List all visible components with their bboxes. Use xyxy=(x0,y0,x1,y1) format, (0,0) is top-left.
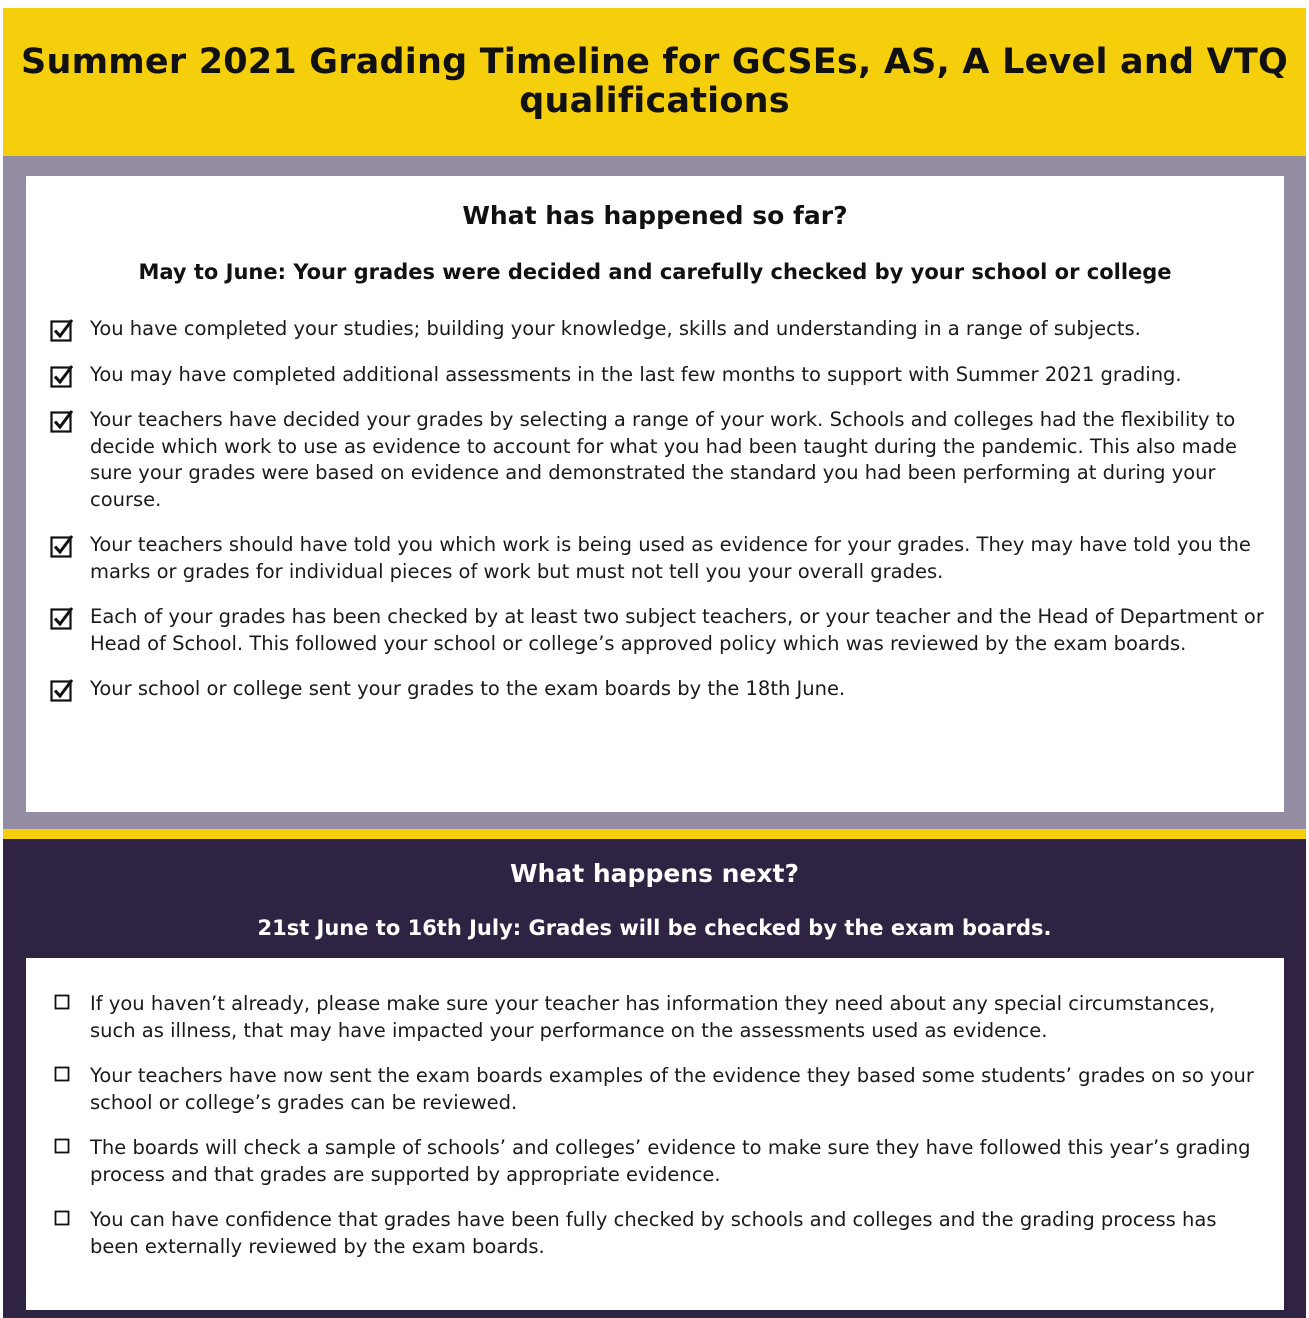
list-item-text: You have completed your studies; building your knowledge, skills and understanding in a range of subjects. xyxy=(90,317,1141,340)
next-list xyxy=(50,991,1265,1260)
list-item xyxy=(50,604,1265,657)
empty-checkbox-icon xyxy=(50,1137,74,1161)
empty-checkbox-icon xyxy=(50,993,74,1017)
header-banner xyxy=(3,8,1306,156)
checked-checkbox-icon xyxy=(50,318,74,342)
checked-checkbox-icon xyxy=(50,678,74,702)
checked-checkbox-icon xyxy=(50,364,74,388)
list-item xyxy=(50,316,1265,343)
list-item xyxy=(50,991,1265,1044)
list-item xyxy=(50,532,1265,585)
list-item xyxy=(50,407,1265,513)
list-item-text: The boards will check a sample of schools’ and colleges’ evidence to make sure they have followed this year’s grading process and that grades are supported by appropriate evidence. xyxy=(90,1136,1251,1186)
so-far-subheading: May to June: Your grades were decided and carefully checked by your school or college xyxy=(138,260,1172,284)
checked-checkbox-icon xyxy=(50,534,74,558)
page-title: Summer 2021 Grading Timeline for GCSEs, AS, A Level and VTQ qualifications xyxy=(21,42,1288,121)
list-item xyxy=(50,1135,1265,1188)
list-item-text: Your teachers have decided your grades by selecting a range of your work. Schools and colleges had the flexibility to decide which work to use as evidence to account for what you had been taught during the pandemic. This also made sure your grades were based on evidence and demonstrated the standard you had been performing at during your course. xyxy=(90,408,1237,511)
list-item-text: Your teachers have now sent the exam boards examples of the evidence they based some students’ grades on so your school or college’s grades can be reviewed. xyxy=(90,1064,1254,1114)
list-item xyxy=(50,676,1265,703)
so-far-heading: What has happened so far? xyxy=(462,201,848,230)
list-item-text: You may have completed additional assessments in the last few months to support with Summer 2021 grading. xyxy=(90,362,1182,386)
so-far-list xyxy=(50,316,1265,703)
next-subheading: 21st June to 16th July: Grades will be checked by the exam boards. xyxy=(257,916,1052,940)
list-item xyxy=(50,1063,1265,1116)
empty-checkbox-icon xyxy=(50,1065,74,1089)
checked-checkbox-icon xyxy=(50,606,74,630)
next-card xyxy=(26,958,1284,1310)
yellow-divider xyxy=(3,829,1306,839)
list-item xyxy=(50,1207,1265,1260)
list-item-text: Each of your grades has been checked by at least two subject teachers, or your teacher and the Head of Department or Head of School. This followed your school or college’s approved policy which was reviewed by the exam boards. xyxy=(90,605,1264,655)
checked-checkbox-icon xyxy=(50,409,74,433)
list-item-text: If you haven’t already, please make sure your teacher has information they need about any special circumstances, such as illness, that may have impacted your performance on the assessments used as evidence. xyxy=(90,992,1216,1042)
list-item-text: Your teachers should have told you which work is being used as evidence for your grades. They may have told you the marks or grades for individual pieces of work but must not tell you your overall grades. xyxy=(90,533,1251,583)
next-heading: What happens next? xyxy=(509,859,800,888)
list-item-text: Your school or college sent your grades to the exam boards by the 18th June. xyxy=(90,677,846,700)
next-section xyxy=(3,839,1306,1318)
list-item-text: You can have confidence that grades have been fully checked by schools and colleges and the grading process has been externally reviewed by the exam boards. xyxy=(90,1208,1217,1258)
list-item xyxy=(50,362,1265,389)
empty-checkbox-icon xyxy=(50,1209,74,1233)
so-far-card xyxy=(26,176,1284,812)
so-far-section xyxy=(3,156,1306,829)
